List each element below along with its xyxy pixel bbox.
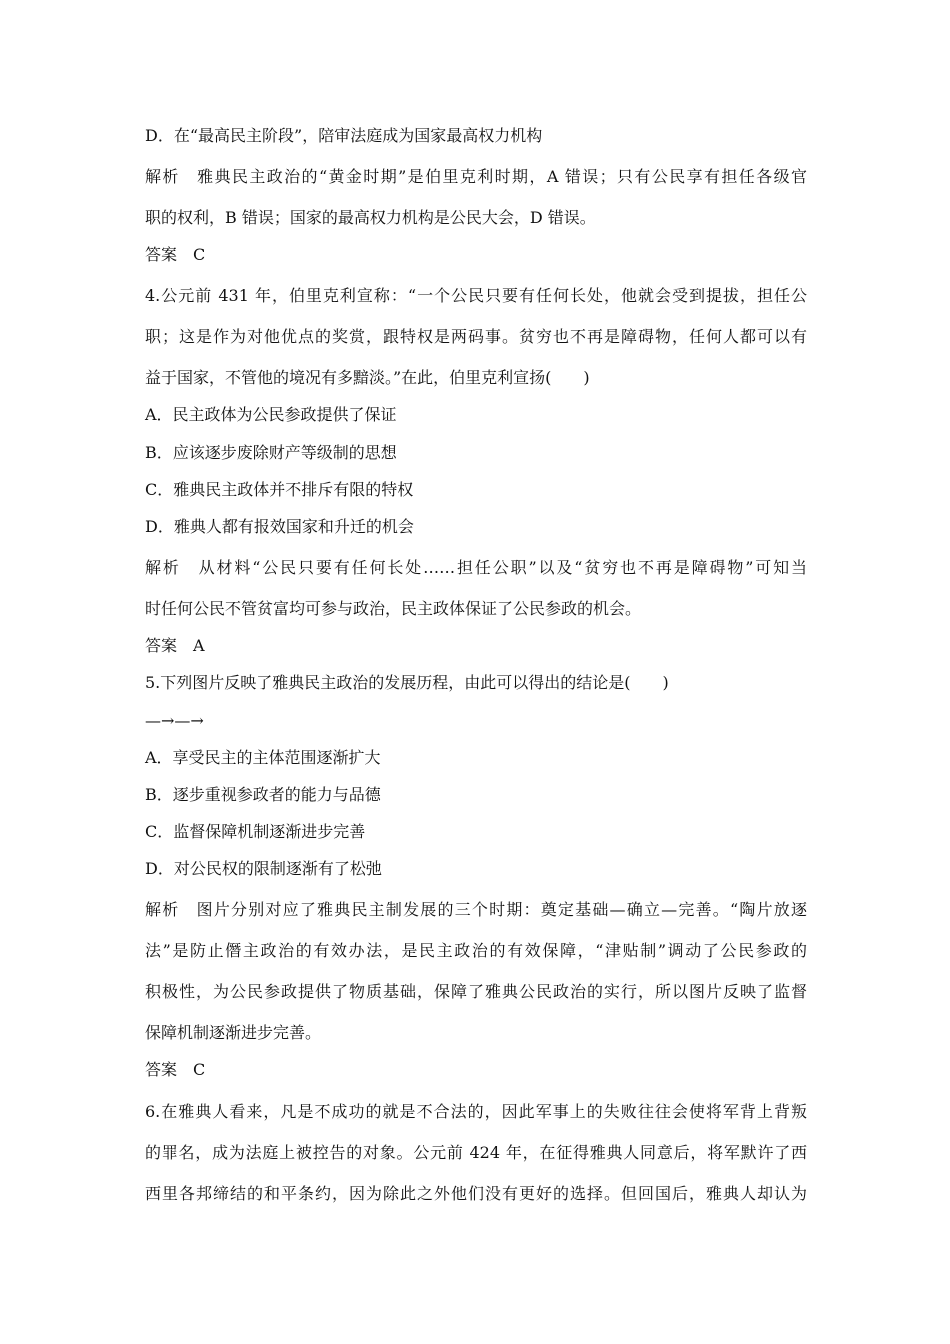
question-6-line-2: 的罪名，成为法庭上被控告的对象。公元前 424 年，在征得雅典人同意后，将军默许了西: [145, 1142, 807, 1162]
question-5-option-b: B．逐步重视参政者的能力与品德: [145, 784, 381, 804]
analysis-5-line-1: 解析 图片分别对应了雅典民主制发展的三个时期：奠定基础—确立—完善。“陶片放逐: [145, 900, 807, 920]
question-4-option-a: A．民主政体为公民参政提供了保证: [145, 405, 397, 425]
question-4-line-1: 4.公元前 431 年，伯里克利宣称：“一个公民只要有任何长处，他就会受到提拔，担任公: [145, 286, 807, 306]
question-4-option-c: C．雅典民主政体并不排斥有限的特权: [145, 479, 414, 499]
analysis-5-line-2: 法”是防止僭主政治的有效办法，是民主政治的有效保障，“津贴制”调动了公民参政的: [145, 941, 807, 961]
question-5-option-d: D．对公民权的限制逐渐有了松弛: [145, 859, 382, 879]
document-page: [145, 122, 807, 1217]
analysis-5-line-3: 积极性，为公民参政提供了物质基础，保障了雅典公民政治的实行，所以图片反映了监督: [145, 982, 807, 1002]
question-6-line-3: 西里各邦缔结的和平条约，因为除此之外他们没有更好的选择。但回国后，雅典人却认为: [145, 1183, 807, 1203]
answer-3: 答案 C: [145, 245, 206, 265]
answer-5: 答案 C: [145, 1060, 206, 1080]
question-5-line-1: 5.下列图片反映了雅典民主政治的发展历程，由此可以得出的结论是( ): [145, 673, 669, 693]
question-5-image-arrows: —→—→: [145, 710, 204, 730]
question-4-line-3: 益于国家，不管他的境况有多黯淡。”在此，伯里克利宣扬( ): [145, 368, 590, 388]
question-4-line-2: 职；这是作为对他优点的奖赏，跟特权是两码事。贫穷也不再是障碍物，任何人都可以有: [145, 327, 807, 347]
analysis-3-line-2: 职的权利，B 错误；国家的最高权力机构是公民大会，D 错误。: [145, 208, 596, 228]
question-4-option-b: B．应该逐步废除财产等级制的思想: [145, 442, 397, 462]
question-6-line-1: 6.在雅典人看来，凡是不成功的就是不合法的，因此军事上的失败往往会使将军背上背叛: [145, 1101, 807, 1121]
question-5-option-c: C．监督保障机制逐渐进步完善: [145, 822, 366, 842]
analysis-3-line-1: 解析 雅典民主政治的“黄金时期”是伯里克利时期，A 错误；只有公民享有担任各级官: [145, 167, 807, 187]
answer-4: 答案 A: [145, 636, 205, 656]
question-5-option-a: A．享受民主的主体范围逐渐扩大: [145, 747, 381, 767]
option-d-prev: D．在“最高民主阶段”，陪审法庭成为国家最高权力机构: [145, 126, 543, 145]
question-4-option-d: D．雅典人都有报效国家和升迁的机会: [145, 516, 414, 536]
analysis-4-line-1: 解析 从材料“公民只要有任何长处……担任公职”以及“贫穷也不再是障碍物”可知当: [145, 558, 807, 578]
analysis-5-line-4: 保障机制逐渐进步完善。: [145, 1023, 322, 1043]
analysis-4-line-2: 时任何公民不管贫富均可参与政治，民主政体保证了公民参政的机会。: [145, 599, 642, 619]
